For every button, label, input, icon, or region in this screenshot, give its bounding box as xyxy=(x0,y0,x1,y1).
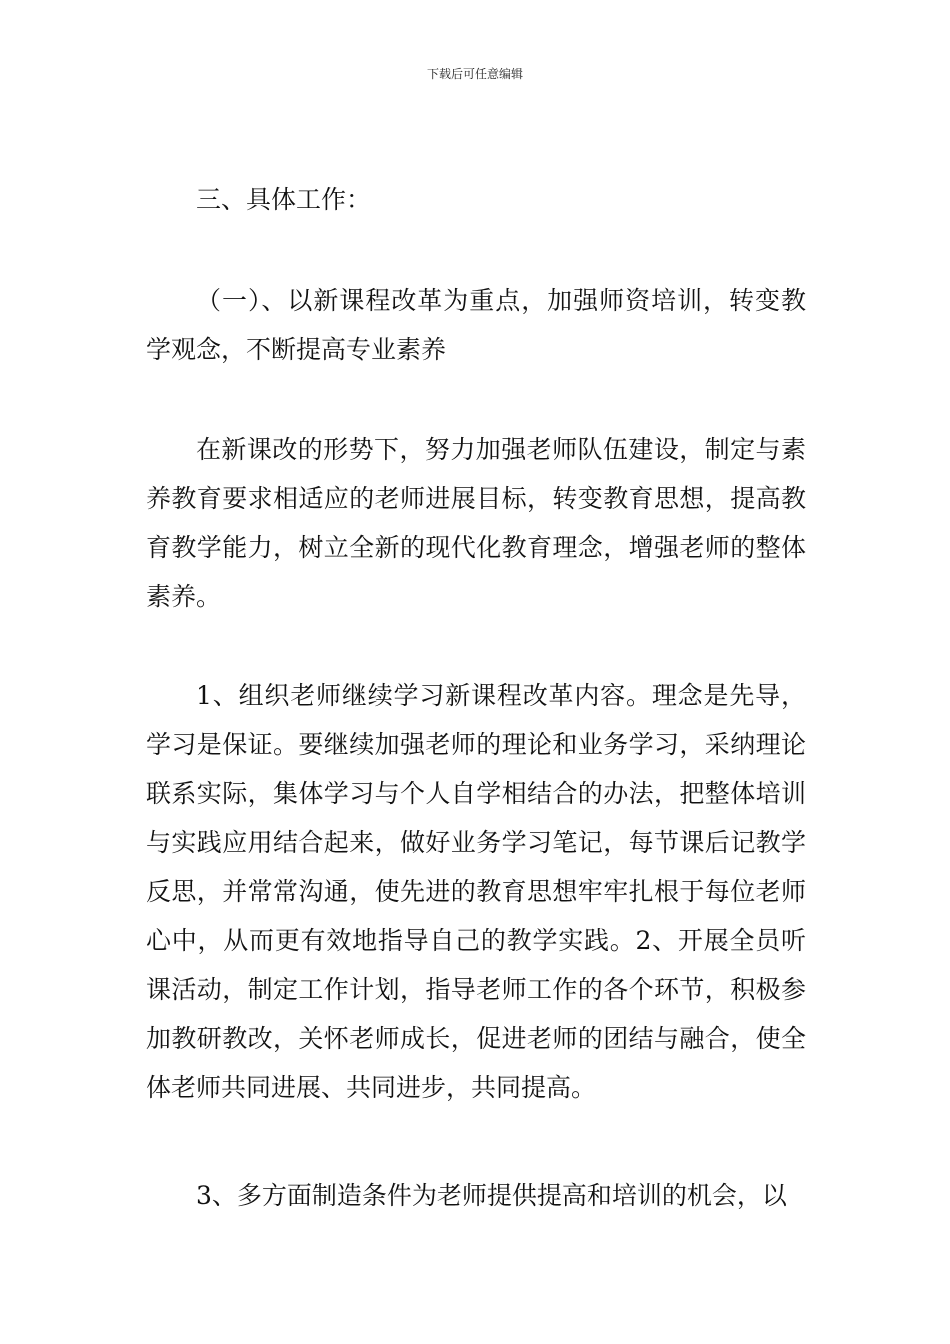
header-note: 下载后可任意编辑 xyxy=(426,67,523,81)
intro-paragraph: 在新课改的形势下，努力加强老师队伍建设，制定与素养教育要求相适应的老师进展目标，转变教育思想，提高教育教学能力，树立全新的现代化教育理念，增强老师的整体素养。 xyxy=(146,435,806,611)
subsection-heading: （一）、以新课程改革为重点，加强师资培训，转变教学观念，不断提高专业素养 xyxy=(146,286,806,364)
item-1-2-paragraph: 1、组织老师继续学习新课程改革内容。理念是先导，学习是保证。要继续加强老师的理论和业务学习，采纳理论联系实际，集体学习与个人自学相结合的办法，把整体培训与实践应用结合起来，做好业务学习笔记，每节课后记教学反思，并常常沟通，使先进的教育思想牢牢扎根于每位老师心中，从而更有效地指导自己的教学实践。2、开展全员听课活动，制定工作计划，指导老师工作的各个环节，积极参加教研教改，关怀老师成长，促进老师的团结与融合，使全体老师共同进展、共同进步，共同提高。 xyxy=(146,681,806,1102)
section-heading: 三、具体工作： xyxy=(196,185,372,214)
item-3-paragraph: 3、多方面制造条件为老师提供提高和培训的机会，以 xyxy=(196,1181,787,1210)
